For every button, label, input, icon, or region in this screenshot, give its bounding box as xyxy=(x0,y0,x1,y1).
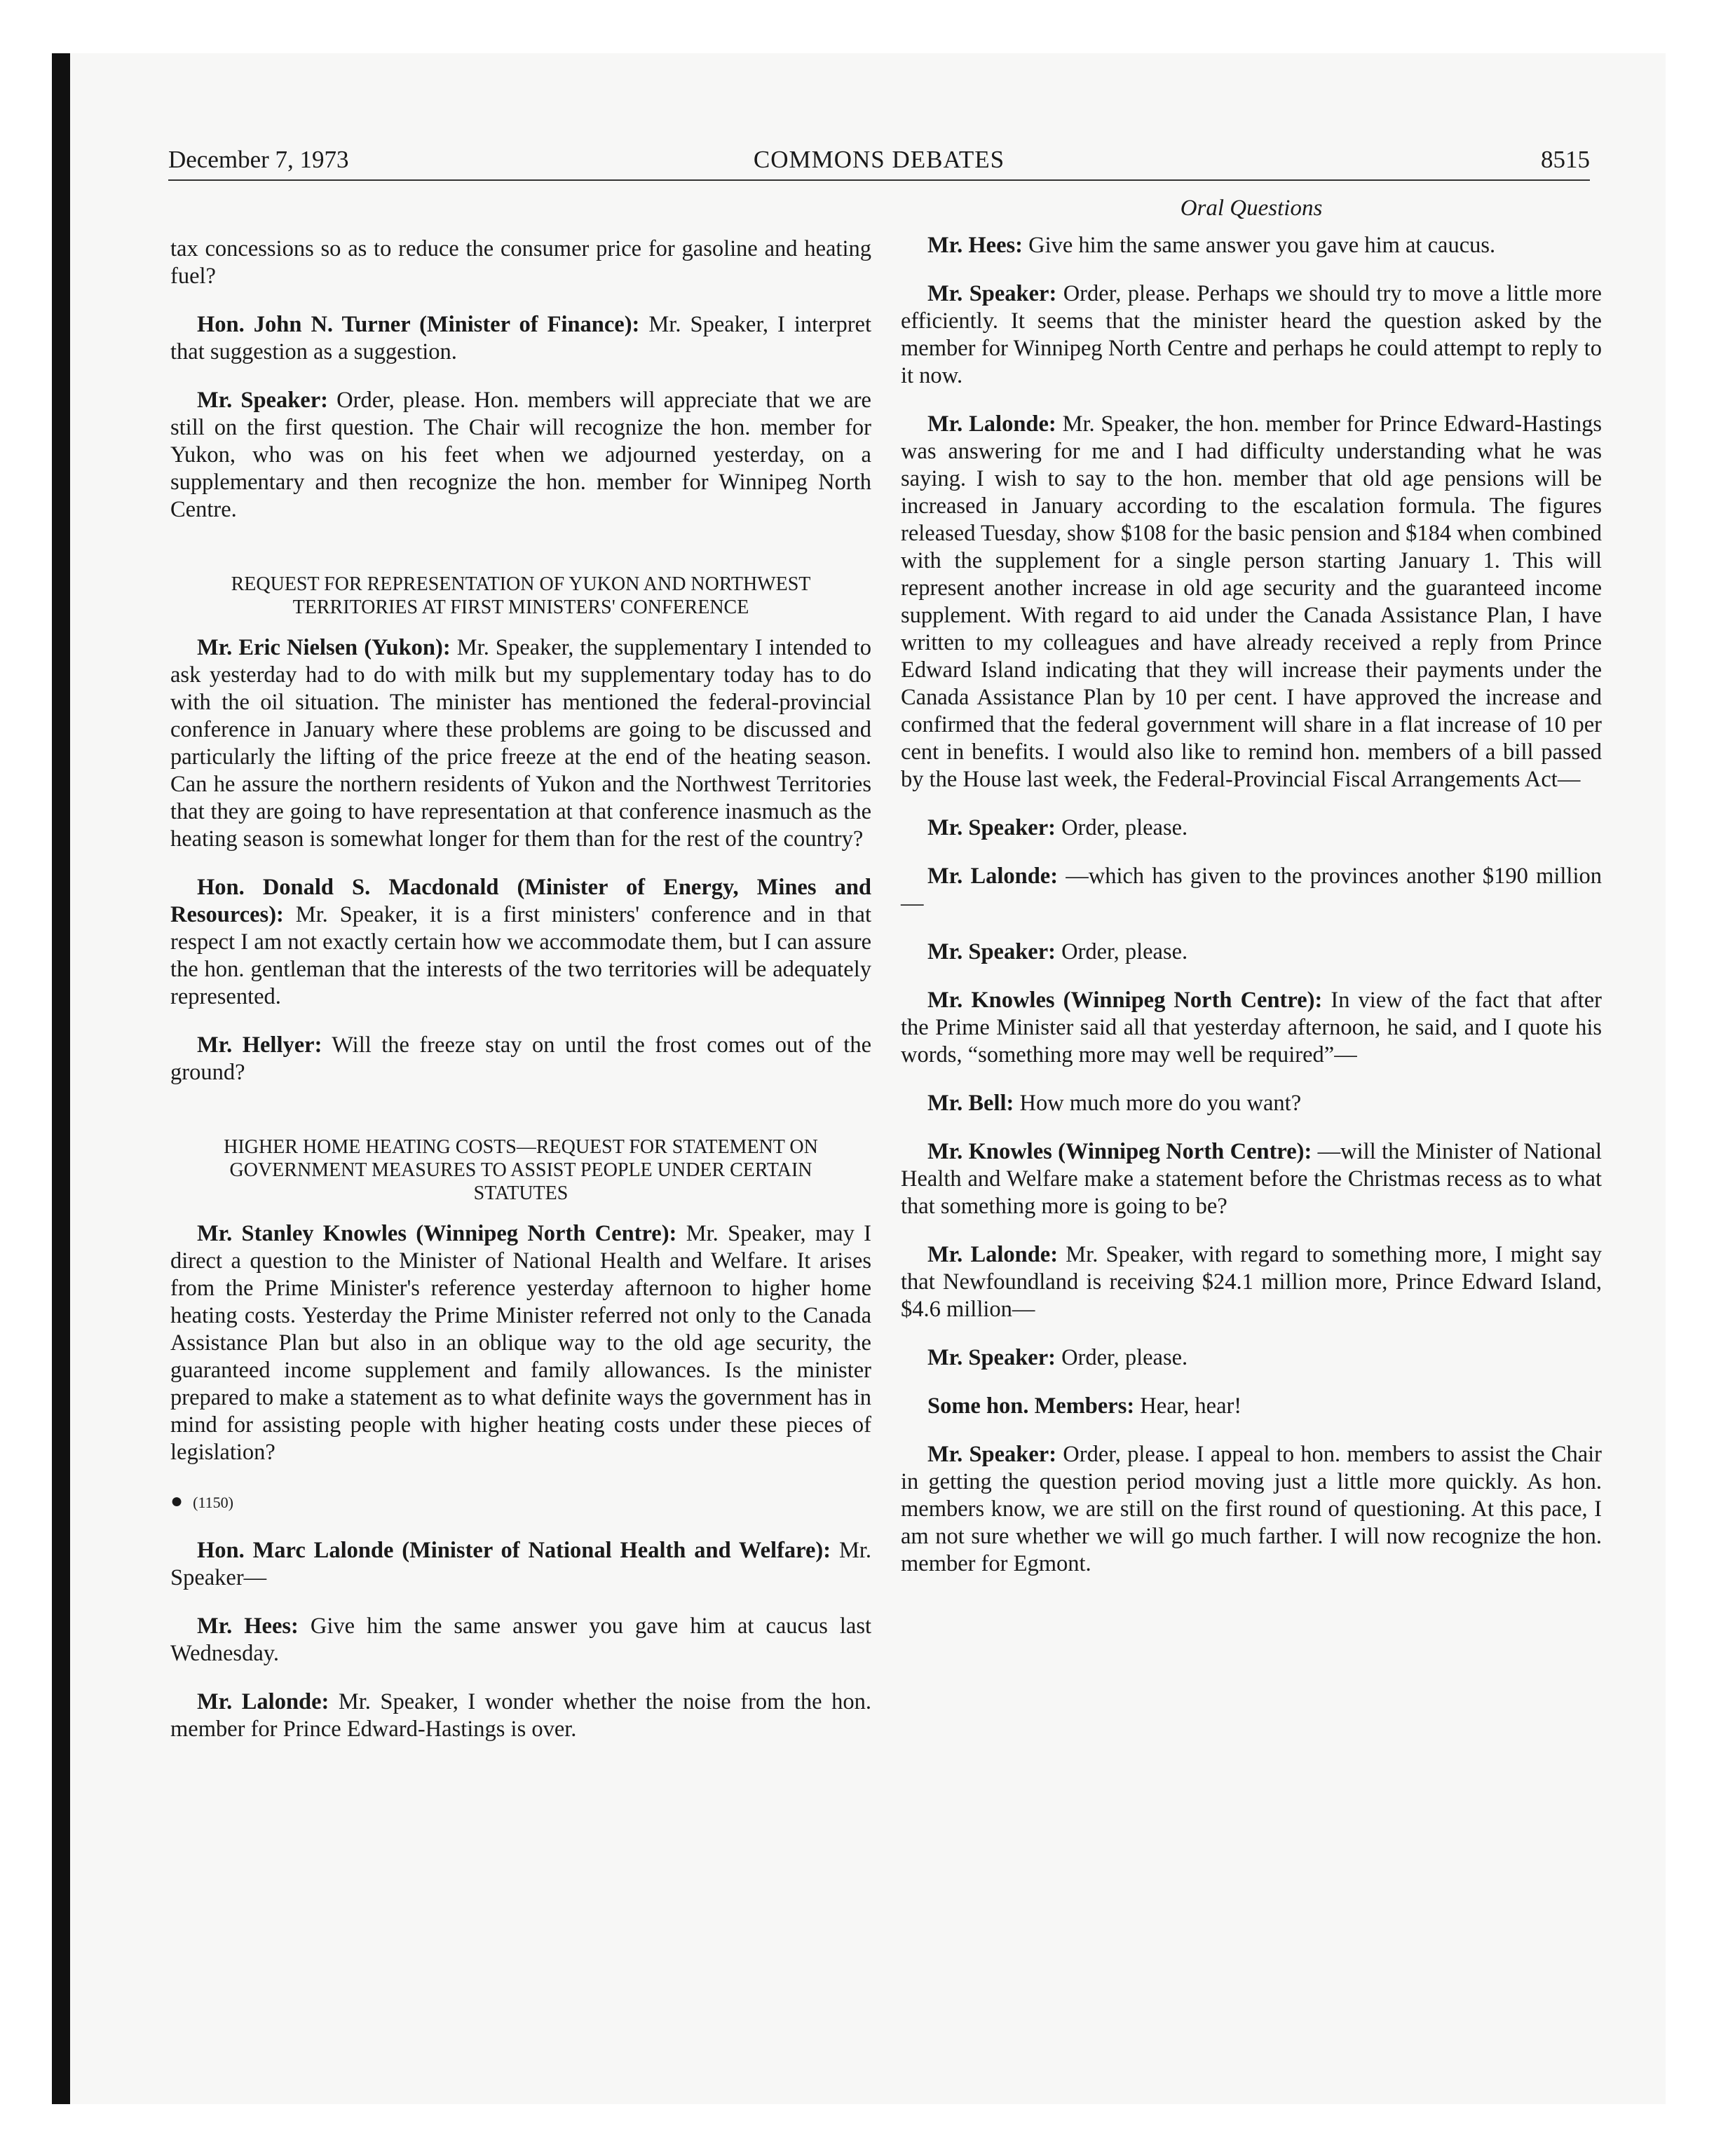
paragraph: Mr. Speaker: Order, please. xyxy=(927,815,1188,840)
left-column xyxy=(170,236,871,1764)
paragraph: Mr. Hellyer: Will the freeze stay on until the frost comes out of the ground? xyxy=(170,1032,871,1085)
paragraph: Mr. Knowles (Winnipeg North Centre): —will the Minister of National Health and Welfare make a statement before the Christmas recess as to what that something more is going to be? xyxy=(901,1139,1602,1219)
speaker-name: Hon. Marc Lalonde (Minister of National Health and Welfare): xyxy=(197,1538,831,1563)
paragraph: Mr. Lalonde: Mr. Speaker, I wonder whether the noise from the hon. member for Prince Edward-Hastings is over. xyxy=(170,1689,871,1742)
page-header xyxy=(168,146,1590,181)
paragraph: Mr. Lalonde: —which has given to the provinces another $190 million— xyxy=(901,864,1602,916)
paragraph: Mr. Lalonde: Mr. Speaker, with regard to something more, I might say that Newfoundland is receiving $24.1 million more, Prince Edward Island, $4.6 million— xyxy=(901,1242,1602,1322)
paragraph: Mr. Bell: How much more do you want? xyxy=(927,1091,1302,1116)
speaker-name: Mr. Hees: xyxy=(927,233,1023,258)
speaker-name: Mr. Hellyer: xyxy=(197,1032,322,1058)
speaker-name: Mr. Eric Nielsen (Yukon): xyxy=(197,635,451,660)
speaker-name: Some hon. Members: xyxy=(927,1393,1135,1419)
section-heading: REQUEST FOR REPRESENTATION OF YUKON AND NORTHWEST TERRITORIES AT FIRST MINISTERS' CONFERENCE xyxy=(231,573,811,618)
speaker-name: Mr. Knowles (Winnipeg North Centre): xyxy=(927,1139,1312,1164)
paragraph: Mr. Knowles (Winnipeg North Centre): In view of the fact that after the Prime Minister said all that yesterday afternoon, he said, and I quote his words, “something more may well be required”— xyxy=(901,988,1602,1067)
header-date: December 7, 1973 xyxy=(168,146,349,173)
header-rule xyxy=(168,179,1590,181)
speaker-name: Mr. Speaker: xyxy=(927,939,1056,964)
paragraph: Mr. Speaker: Order, please. xyxy=(927,1345,1188,1370)
speaker-name: Mr. Bell: xyxy=(927,1091,1014,1116)
speaker-name: Mr. Knowles (Winnipeg North Centre): xyxy=(927,988,1323,1013)
paragraph: Mr. Eric Nielsen (Yukon): Mr. Speaker, the supplementary I intended to ask yesterday had to do with milk but my supplementary today has to do with the oil situation. The minister has mentioned the federal-provincial conference in January where these problems are going to be discussed and particularly the lifting of the price freeze at the end of the heating season. Can he assure the northern residents of Yukon and the Northwest Territories that they are going to have representation at that conference inasmuch as the heating season is somewhat longer for them than for the rest of the country? xyxy=(170,635,871,852)
paragraph: Mr. Lalonde: Mr. Speaker, the hon. member for Prince Edward-Hastings was answering for me and I had difficulty understanding what he was saying. I wish to say to the hon. member that old age pensions will be increased in January according to the escalation formula. The figures released Tuesday, show $108 for the basic pension and $184 when combined with the supplement for a single person starting January 1. This will represent another increase in old age security and the guaranteed income supplement. With regard to aid under the Canada Assistance Plan, I have written to my colleagues and have already received a reply from Prince Edward Island indicating that they will increase their payments under the Canada Assistance Plan by 10 per cent. I have approved the increase and confirmed that the federal government will share in a flat increase of 10 per cent in benefits. I would also like to remind hon. members of a bill passed by the House last week, the Federal-Provincial Fiscal Arrangements Act— xyxy=(901,411,1602,792)
paragraph: Mr. Speaker: Order, please. xyxy=(927,939,1188,964)
binding-edge xyxy=(52,53,70,2104)
speaker-name: Mr. Lalonde: xyxy=(927,411,1056,437)
speaker-name: Mr. Speaker: xyxy=(927,281,1057,306)
paragraph: Mr. Stanley Knowles (Winnipeg North Centre): Mr. Speaker, may I direct a question to the Minister of National Health and Welfare. It arises from the Prime Minister's reference yesterday afternoon to higher home heating costs. Yesterday the Prime Minister referred not only to the Canada Assistance Plan but also in an oblique way to the old age security, the guaranteed income supplement and family allowances. Is the minister prepared to make a statement as to what definite ways the government has in mind for assisting people with higher heating costs under these pieces of legislation? xyxy=(170,1221,871,1465)
speaker-name: Mr. Lalonde: xyxy=(927,1242,1059,1267)
speaker-name: Mr. Speaker: xyxy=(927,1345,1056,1370)
paragraph: Mr. Hees: Give him the same answer you gave him at caucus. xyxy=(927,233,1496,258)
speaker-name: Hon. Donald S. Macdonald (Minister of Energy, Mines and Resources): xyxy=(170,875,871,927)
speaker-name: Hon. John N. Turner (Minister of Finance): xyxy=(197,312,640,337)
running-head: Oral Questions xyxy=(1180,196,1323,221)
speaker-name: Mr. Stanley Knowles (Winnipeg North Centre): xyxy=(197,1221,677,1246)
paragraph: Hon. Marc Lalonde (Minister of National Health and Welfare): Mr. Speaker— xyxy=(170,1538,871,1590)
paragraph: Mr. Hees: Give him the same answer you gave him at caucus last Wednesday. xyxy=(170,1613,872,1666)
paragraph: Mr. Speaker: Order, please. I appeal to hon. members to assist the Chair in getting the question period moving just a little more quickly. As hon. members know, we are still on the first round of questioning. At this pace, I am not sure whether we will go much farther. I will now recognize the hon. member for Egmont. xyxy=(901,1442,1602,1576)
paragraph: Hon. John N. Turner (Minister of Finance): Mr. Speaker, I interpret that suggestion as a suggestion. xyxy=(170,312,871,364)
speaker-name: Mr. Speaker: xyxy=(927,1442,1057,1467)
speaker-name: Mr. Lalonde: xyxy=(197,1689,329,1714)
paragraph: Mr. Speaker: Order, please. Hon. members will appreciate that we are still on the first question. The Chair will recognize the hon. member for Yukon, who was on his feet when we adjourned yesterday, on a supplementary and then recognize the hon. member for Winnipeg North Centre. xyxy=(170,388,871,522)
speaker-name: Mr. Speaker: xyxy=(927,815,1056,840)
section-heading: HIGHER HOME HEATING COSTS—REQUEST FOR STATEMENT ON GOVERNMENT MEASURES TO ASSIST PEOPLE UNDER CERTAIN STATUTES xyxy=(224,1136,818,1204)
paragraph: Mr. Speaker: Order, please. Perhaps we should try to move a little more efficiently. It seems that the minister heard the question asked by the member for Winnipeg North Centre and perhaps he could attempt to reply to it now. xyxy=(901,281,1602,388)
page-number: 8515 xyxy=(1541,146,1590,173)
paragraph: tax concessions so as to reduce the consumer price for gasoline and heating fuel? xyxy=(170,236,871,289)
bullet-icon: ● xyxy=(170,1489,184,1513)
paragraph: Some hon. Members: Hear, hear! xyxy=(927,1393,1242,1419)
speaker-name: Mr. Hees: xyxy=(197,1613,299,1639)
publication-title: COMMONS DEBATES xyxy=(753,146,1005,173)
right-column xyxy=(901,195,1602,1599)
paragraph: Hon. Donald S. Macdonald (Minister of Energy, Mines and Resources): Mr. Speaker, it is a first ministers' conference and in that respect I am not exactly certain how we accommodate them, but I can assure the hon. gentleman that the interests of the two territories will be adequately represented. xyxy=(170,875,871,1009)
speaker-name: Mr. Speaker: xyxy=(197,388,328,413)
speaker-name: Mr. Lalonde: xyxy=(927,864,1059,889)
time-marker: ● (1150) xyxy=(170,1489,233,1513)
